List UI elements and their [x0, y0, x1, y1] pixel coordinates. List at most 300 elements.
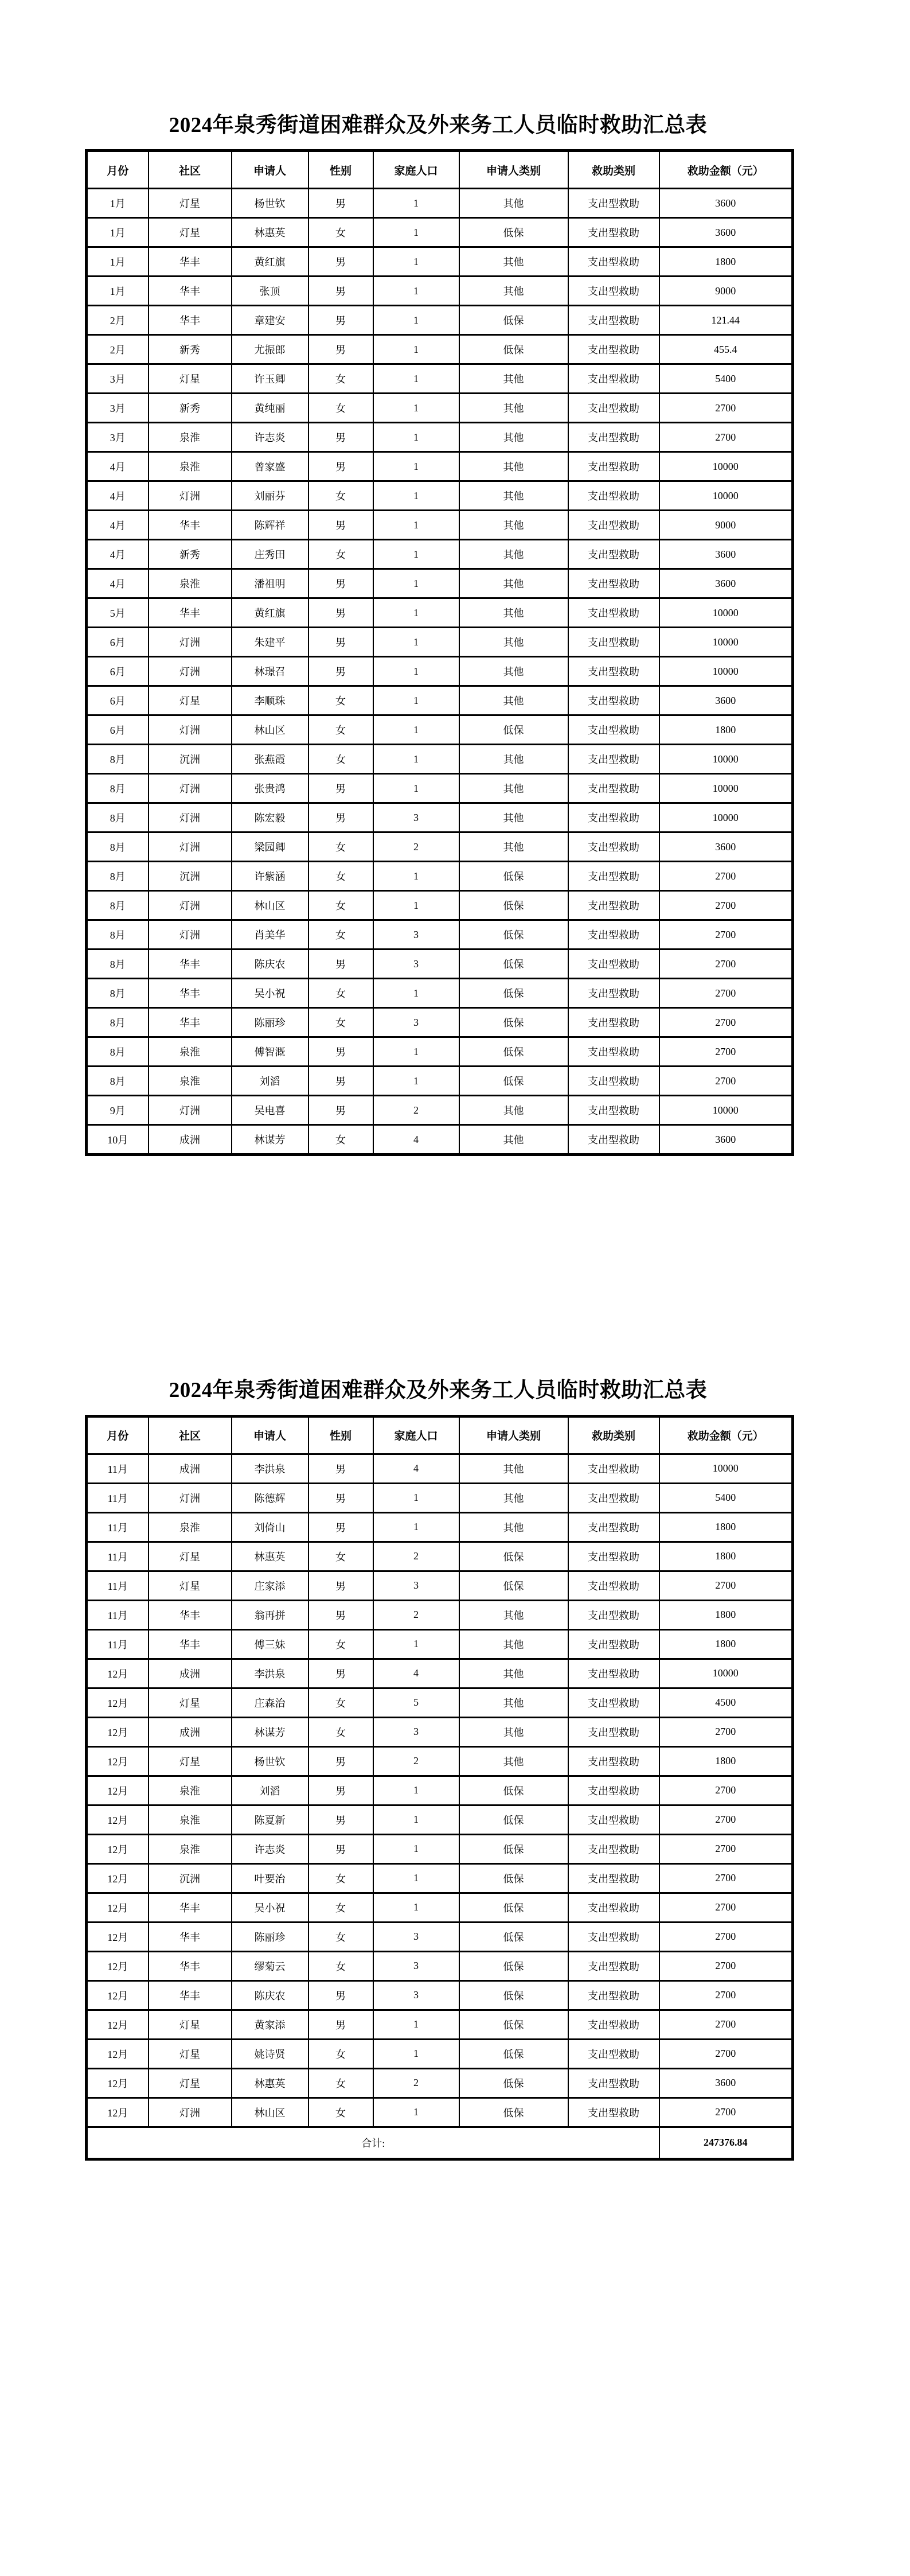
column-header: 家庭人口 — [373, 1416, 459, 1454]
cell: 华丰 — [149, 511, 232, 540]
cell: 泉淮 — [149, 569, 232, 598]
cell: 男 — [308, 1096, 373, 1125]
table-row — [87, 481, 793, 511]
table-row — [87, 862, 793, 891]
cell: 支出型救助 — [568, 1067, 659, 1096]
cell: 2 — [373, 1542, 459, 1571]
cell: 黄纯丽 — [232, 394, 308, 423]
cell: 男 — [308, 277, 373, 306]
cell: 成洲 — [149, 1454, 232, 1483]
cell: 支出型救助 — [568, 598, 659, 628]
cell: 低保 — [459, 715, 568, 745]
cell: 2700 — [659, 1980, 793, 2010]
table-row — [87, 1863, 793, 1893]
cell: 低保 — [459, 1922, 568, 1951]
table-row — [87, 189, 793, 218]
column-header: 月份 — [87, 1416, 149, 1454]
cell: 其他 — [459, 1096, 568, 1125]
table-row — [87, 335, 793, 364]
cell: 其他 — [459, 1659, 568, 1688]
cell: 支出型救助 — [568, 540, 659, 569]
cell: 李洪泉 — [232, 1454, 308, 1483]
cell: 1 — [373, 247, 459, 277]
cell: 男 — [308, 1805, 373, 1834]
cell: 朱建平 — [232, 628, 308, 657]
cell: 其他 — [459, 1125, 568, 1155]
cell: 泉淮 — [149, 1805, 232, 1834]
cell: 泉淮 — [149, 452, 232, 481]
cell: 2 — [373, 1746, 459, 1776]
cell: 10000 — [659, 803, 793, 832]
cell: 低保 — [459, 1037, 568, 1067]
cell: 3 — [373, 1717, 459, 1746]
cell: 3600 — [659, 1125, 793, 1155]
table-row — [87, 920, 793, 950]
cell: 4500 — [659, 1688, 793, 1717]
cell: 灯洲 — [149, 481, 232, 511]
table-row — [87, 1067, 793, 1096]
cell: 男 — [308, 2010, 373, 2039]
cell: 李顺珠 — [232, 686, 308, 715]
cell: 1 — [373, 277, 459, 306]
table-row — [87, 364, 793, 394]
table-row — [87, 452, 793, 481]
cell: 10000 — [659, 657, 793, 686]
cell: 华丰 — [149, 1008, 232, 1037]
cell: 3600 — [659, 686, 793, 715]
cell: 张燕霞 — [232, 745, 308, 774]
cell: 2700 — [659, 423, 793, 452]
cell: 支出型救助 — [568, 1659, 659, 1688]
cell: 低保 — [459, 218, 568, 247]
cell: 支出型救助 — [568, 1805, 659, 1834]
cell: 3月 — [87, 423, 149, 452]
cell: 2700 — [659, 2039, 793, 2068]
cell: 男 — [308, 1067, 373, 1096]
table-row — [87, 1037, 793, 1067]
table-row — [87, 1834, 793, 1863]
cell: 其他 — [459, 247, 568, 277]
cell: 2月 — [87, 335, 149, 364]
cell: 泉淮 — [149, 1776, 232, 1805]
cell: 女 — [308, 481, 373, 511]
cell: 华丰 — [149, 598, 232, 628]
cell: 男 — [308, 1776, 373, 1805]
cell: 2700 — [659, 891, 793, 920]
cell: 支出型救助 — [568, 394, 659, 423]
cell: 1 — [373, 189, 459, 218]
cell: 11月 — [87, 1483, 149, 1512]
cell: 1 — [373, 1863, 459, 1893]
cell: 12月 — [87, 1951, 149, 1980]
table-row — [87, 2068, 793, 2098]
cell: 3 — [373, 920, 459, 950]
cell: 11月 — [87, 1629, 149, 1659]
cell: 灯星 — [149, 1542, 232, 1571]
cell: 支出型救助 — [568, 2010, 659, 2039]
cell: 其他 — [459, 745, 568, 774]
cell: 许志炎 — [232, 1834, 308, 1863]
cell: 3 — [373, 1980, 459, 2010]
cell: 8月 — [87, 1037, 149, 1067]
cell: 灯洲 — [149, 1483, 232, 1512]
cell: 男 — [308, 511, 373, 540]
table-row — [87, 2098, 793, 2127]
cell: 沉洲 — [149, 745, 232, 774]
cell: 支出型救助 — [568, 1483, 659, 1512]
cell: 1800 — [659, 1600, 793, 1629]
cell: 2700 — [659, 394, 793, 423]
table-row — [87, 277, 793, 306]
cell: 支出型救助 — [568, 306, 659, 335]
table-row — [87, 1688, 793, 1717]
cell: 灯洲 — [149, 920, 232, 950]
cell: 女 — [308, 1717, 373, 1746]
cell: 其他 — [459, 540, 568, 569]
cell: 支出型救助 — [568, 247, 659, 277]
cell: 其他 — [459, 1629, 568, 1659]
cell: 女 — [308, 891, 373, 920]
cell: 灯洲 — [149, 628, 232, 657]
cell: 1 — [373, 481, 459, 511]
cell: 女 — [308, 2068, 373, 2098]
cell: 低保 — [459, 1863, 568, 1893]
cell: 3 — [373, 803, 459, 832]
cell: 其他 — [459, 686, 568, 715]
cell: 12月 — [87, 1659, 149, 1688]
cell: 其他 — [459, 423, 568, 452]
cell: 3 — [373, 950, 459, 979]
cell: 121.44 — [659, 306, 793, 335]
cell: 2700 — [659, 2098, 793, 2127]
cell: 1 — [373, 394, 459, 423]
cell: 灯星 — [149, 686, 232, 715]
cell: 陈庆农 — [232, 950, 308, 979]
cell: 3600 — [659, 569, 793, 598]
cell: 沉洲 — [149, 862, 232, 891]
cell: 支出型救助 — [568, 1125, 659, 1155]
cell: 男 — [308, 1600, 373, 1629]
cell: 支出型救助 — [568, 1454, 659, 1483]
cell: 女 — [308, 1863, 373, 1893]
cell: 许志炎 — [232, 423, 308, 452]
column-header: 救助类别 — [568, 151, 659, 189]
cell: 女 — [308, 1125, 373, 1155]
cell: 杨世钦 — [232, 189, 308, 218]
cell: 支出型救助 — [568, 832, 659, 862]
cell: 黄红旗 — [232, 247, 308, 277]
cell: 低保 — [459, 1067, 568, 1096]
cell: 8月 — [87, 950, 149, 979]
cell: 女 — [308, 1688, 373, 1717]
cell: 10000 — [659, 481, 793, 511]
total-row — [87, 2127, 793, 2159]
cell: 低保 — [459, 1834, 568, 1863]
column-header: 性别 — [308, 1416, 373, 1454]
table-row — [87, 891, 793, 920]
cell: 华丰 — [149, 247, 232, 277]
table-row — [87, 511, 793, 540]
cell: 12月 — [87, 1776, 149, 1805]
cell: 8月 — [87, 832, 149, 862]
table-row — [87, 598, 793, 628]
cell: 低保 — [459, 920, 568, 950]
cell: 陈丽珍 — [232, 1008, 308, 1037]
cell: 1800 — [659, 1629, 793, 1659]
cell: 3 — [373, 1951, 459, 1980]
cell: 男 — [308, 423, 373, 452]
cell: 2月 — [87, 306, 149, 335]
cell: 庄秀田 — [232, 540, 308, 569]
table-row — [87, 423, 793, 452]
cell: 2700 — [659, 862, 793, 891]
cell: 3 — [373, 1571, 459, 1600]
cell: 泉淮 — [149, 1067, 232, 1096]
cell: 支出型救助 — [568, 1688, 659, 1717]
cell: 许紫涵 — [232, 862, 308, 891]
column-header: 申请人类别 — [459, 1416, 568, 1454]
cell: 4月 — [87, 540, 149, 569]
cell: 3 — [373, 1922, 459, 1951]
cell: 男 — [308, 1659, 373, 1688]
table-row — [87, 1980, 793, 2010]
cell: 4月 — [87, 481, 149, 511]
cell: 支出型救助 — [568, 2039, 659, 2068]
cell: 泉淮 — [149, 423, 232, 452]
cell: 1 — [373, 1512, 459, 1542]
cell: 支出型救助 — [568, 803, 659, 832]
cell: 低保 — [459, 1805, 568, 1834]
header-row — [87, 151, 793, 189]
cell: 1800 — [659, 1746, 793, 1776]
table-row — [87, 1746, 793, 1776]
cell: 11月 — [87, 1600, 149, 1629]
cell: 2700 — [659, 1834, 793, 1863]
column-header: 救助金额（元） — [659, 1416, 793, 1454]
cell: 其他 — [459, 1688, 568, 1717]
cell: 女 — [308, 1922, 373, 1951]
cell: 11月 — [87, 1542, 149, 1571]
column-header: 家庭人口 — [373, 151, 459, 189]
cell: 其他 — [459, 364, 568, 394]
cell: 10000 — [659, 452, 793, 481]
cell: 8月 — [87, 774, 149, 803]
cell: 男 — [308, 1454, 373, 1483]
cell: 男 — [308, 1746, 373, 1776]
table-row — [87, 1659, 793, 1688]
cell: 低保 — [459, 1980, 568, 2010]
cell: 低保 — [459, 1893, 568, 1922]
cell: 5月 — [87, 598, 149, 628]
cell: 1月 — [87, 189, 149, 218]
cell: 455.4 — [659, 335, 793, 364]
cell: 12月 — [87, 2010, 149, 2039]
cell: 10000 — [659, 598, 793, 628]
cell: 1800 — [659, 715, 793, 745]
cell: 支出型救助 — [568, 1951, 659, 1980]
cell: 9000 — [659, 277, 793, 306]
table-row — [87, 1542, 793, 1571]
cell: 华丰 — [149, 1951, 232, 1980]
table-row — [87, 1512, 793, 1542]
table-row — [87, 540, 793, 569]
cell: 新秀 — [149, 335, 232, 364]
cell: 林山区 — [232, 2098, 308, 2127]
cell: 9月 — [87, 1096, 149, 1125]
cell: 女 — [308, 686, 373, 715]
cell: 8月 — [87, 979, 149, 1008]
cell: 支出型救助 — [568, 920, 659, 950]
cell: 其他 — [459, 481, 568, 511]
cell: 灯星 — [149, 2010, 232, 2039]
cell: 支出型救助 — [568, 774, 659, 803]
cell: 2 — [373, 1600, 459, 1629]
cell: 1月 — [87, 218, 149, 247]
cell: 12月 — [87, 1980, 149, 2010]
cell: 李洪泉 — [232, 1659, 308, 1688]
cell: 华丰 — [149, 950, 232, 979]
cell: 10000 — [659, 1659, 793, 1688]
cell: 潘祖明 — [232, 569, 308, 598]
cell: 支出型救助 — [568, 1008, 659, 1037]
cell: 6月 — [87, 686, 149, 715]
cell: 男 — [308, 569, 373, 598]
cell: 林惠英 — [232, 218, 308, 247]
cell: 1 — [373, 686, 459, 715]
cell: 女 — [308, 364, 373, 394]
cell: 曾家盛 — [232, 452, 308, 481]
cell: 1 — [373, 657, 459, 686]
cell: 男 — [308, 803, 373, 832]
cell: 1 — [373, 364, 459, 394]
cell: 12月 — [87, 2039, 149, 2068]
cell: 林惠英 — [232, 2068, 308, 2098]
cell: 3600 — [659, 2068, 793, 2098]
cell: 2700 — [659, 1037, 793, 1067]
cell: 12月 — [87, 2098, 149, 2127]
cell: 8月 — [87, 1008, 149, 1037]
cell: 陈辉祥 — [232, 511, 308, 540]
cell: 6月 — [87, 715, 149, 745]
cell: 成洲 — [149, 1659, 232, 1688]
cell: 灯星 — [149, 2039, 232, 2068]
cell: 4月 — [87, 452, 149, 481]
cell: 2700 — [659, 1922, 793, 1951]
cell: 11月 — [87, 1454, 149, 1483]
cell: 低保 — [459, 1571, 568, 1600]
cell: 4 — [373, 1125, 459, 1155]
cell: 刘滔 — [232, 1067, 308, 1096]
cell: 其他 — [459, 569, 568, 598]
cell: 林谋芳 — [232, 1125, 308, 1155]
cell: 女 — [308, 832, 373, 862]
cell: 其他 — [459, 452, 568, 481]
cell: 12月 — [87, 1805, 149, 1834]
cell: 2 — [373, 2068, 459, 2098]
cell: 陈德辉 — [232, 1483, 308, 1512]
cell: 1800 — [659, 1512, 793, 1542]
cell: 3月 — [87, 364, 149, 394]
cell: 支出型救助 — [568, 1922, 659, 1951]
cell: 支出型救助 — [568, 218, 659, 247]
cell: 陈庆农 — [232, 1980, 308, 2010]
table-row — [87, 1805, 793, 1834]
cell: 8月 — [87, 862, 149, 891]
cell: 梁园卿 — [232, 832, 308, 862]
column-header: 申请人类别 — [459, 151, 568, 189]
table-row — [87, 1922, 793, 1951]
cell: 低保 — [459, 306, 568, 335]
cell: 1 — [373, 306, 459, 335]
cell: 支出型救助 — [568, 1863, 659, 1893]
cell: 1 — [373, 1037, 459, 1067]
cell: 支出型救助 — [568, 481, 659, 511]
table-row — [87, 1571, 793, 1600]
cell: 10月 — [87, 1125, 149, 1155]
cell: 成洲 — [149, 1125, 232, 1155]
cell: 刘滔 — [232, 1776, 308, 1805]
cell: 2700 — [659, 1863, 793, 1893]
table-row — [87, 803, 793, 832]
cell: 傅三妹 — [232, 1629, 308, 1659]
cell: 华丰 — [149, 1893, 232, 1922]
cell: 其他 — [459, 1600, 568, 1629]
cell: 低保 — [459, 979, 568, 1008]
table-row — [87, 1483, 793, 1512]
cell: 其他 — [459, 277, 568, 306]
cell: 支出型救助 — [568, 979, 659, 1008]
cell: 灯洲 — [149, 803, 232, 832]
cell: 支出型救助 — [568, 1037, 659, 1067]
cell: 张顶 — [232, 277, 308, 306]
cell: 支出型救助 — [568, 452, 659, 481]
column-header: 月份 — [87, 151, 149, 189]
cell: 支出型救助 — [568, 2098, 659, 2127]
cell: 女 — [308, 979, 373, 1008]
cell: 支出型救助 — [568, 511, 659, 540]
cell: 章建安 — [232, 306, 308, 335]
cell: 低保 — [459, 891, 568, 920]
cell: 支出型救助 — [568, 1571, 659, 1600]
cell: 傅智溉 — [232, 1037, 308, 1067]
cell: 支出型救助 — [568, 1629, 659, 1659]
column-header: 社区 — [149, 1416, 232, 1454]
cell: 1 — [373, 1893, 459, 1922]
cell: 1 — [373, 891, 459, 920]
cell: 灯星 — [149, 189, 232, 218]
cell: 1 — [373, 511, 459, 540]
cell: 1 — [373, 715, 459, 745]
cell: 4 — [373, 1659, 459, 1688]
cell: 尤振郎 — [232, 335, 308, 364]
cell: 刘倚山 — [232, 1512, 308, 1542]
cell: 11月 — [87, 1571, 149, 1600]
cell: 1 — [373, 569, 459, 598]
cell: 男 — [308, 247, 373, 277]
page-title: 2024年泉秀街道困难群众及外来务工人员临时救助汇总表 — [169, 114, 708, 137]
cell: 支出型救助 — [568, 1776, 659, 1805]
cell: 姚诗贤 — [232, 2039, 308, 2068]
cell: 灯星 — [149, 218, 232, 247]
cell: 1 — [373, 1805, 459, 1834]
cell: 灯星 — [149, 1571, 232, 1600]
cell: 1 — [373, 2039, 459, 2068]
cell: 女 — [308, 2098, 373, 2127]
cell: 5400 — [659, 1483, 793, 1512]
cell: 3600 — [659, 189, 793, 218]
cell: 男 — [308, 628, 373, 657]
cell: 支出型救助 — [568, 1512, 659, 1542]
